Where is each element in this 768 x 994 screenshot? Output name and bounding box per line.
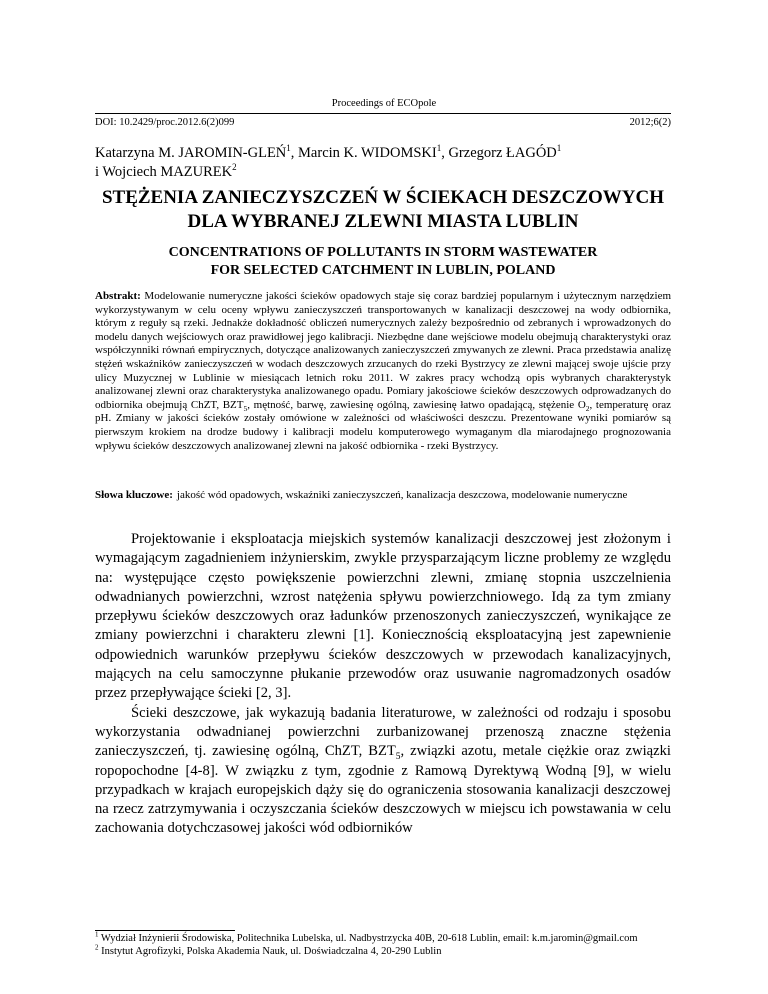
author-name: Marcin K. WIDOMSKI [298,145,437,161]
body-paragraph [95,704,671,839]
author-name: Wojciech MAZUREK [102,164,233,180]
doi-text: DOI: 10.2429/proc.2012.6(2)099 [95,117,235,128]
subscript: 5 [395,752,401,763]
footnote-mark: 2 [95,943,99,952]
author-list: Katarzyna M. JAROMIN-GLEŃ$^1$, Marcin K. WIDOMSKI$^1$, Grzegorz ŁAGÓD$^1$ i Wojciech MAZUREK$^2$ [95,143,562,180]
paragraph-text: , związki azotu, metale ciężkie oraz związki ropopochodne [4-8]. W związku z tym, zgodnie z Ramową Dyrektywą Wodną [9], w wielu przypadkach w krajach europejskich dąży się do ograniczenia stosowania kanalizacji deszczowej na rzecz zatrzymywania i oczyszczania ścieków deszczowych w miejscu ich powstawania w celu zachowania dotychczasowej jakości wód odbiorników [95,743,671,837]
abstract-text: Modelowanie numeryczne jakości ścieków opadowych staje się coraz bardziej popularnym i użytecznym narzędziem wykorzystywanym w celu oceny wpływu zanieczyszczeń transportowanych w kanalizacji deszczowej na wody odbiornika, którym z reguły są rzeki. Jednakże dokładność obliczeń numerycznych zależy bezpośrednio od zebranych i wprowadzonych do modelu danych wejściowych oraz prawidłowej jego kalibracji. Niezbędne dane wejściowe modelu obejmują charakterystyki oraz współczynniki równań empirycznych, dotyczące analizowanych zanieczyszczeń zmywanych ze zlewni. Praca przedstawia analizę stężeń wskaźników zanieczyszczeń w wodach deszczowych zrzucanych do rzeki Bystrzycy ze zlewni mającej swoje ujście przy ulicy Muzycznej w Lublinie w miesiącach letnich roku 2011. W zakres pracy wchodzą opis wybranych charakterystyk analizowanej zlewni oraz charakterystyka analizowanego opadu. Pomiary jakościowe ścieków deszczowych odprowadzanych do odbiornika obejmują ChZT, BZT [95,290,672,411]
body-paragraph: Projektowanie i eksploatacja miejskich systemów kanalizacji deszczowej jest złożonym i wymagającym zagadnieniem inżynierskim, zwykle przysparzającym liczne problemy ze względu na: występujące często powiększenie powierzchni zlewni, zmianę stopnia uszczelnienia odwadnianych powierzchni, wzrost natężenia spływu powierzchniowego. Idą za tym zmiany przepływu ścieków deszczowych oraz ładunków przenoszonych zanieczyszczeń, wynikające ze zmiany powierzchni i charakteru zlewni [1]. Koniecznością eksploatacyjną jest zapewnienie odpowiednich warunków przepływu ścieków deszczowych w przewodach kanalizacyjnych, mających na celu samoczynne płukanie przewodów oraz usuwanie nagromadzonych osadów przez przepływające ścieki [2, 3]. [95,531,671,702]
title-line: FOR SELECTED CATCHMENT IN LUBLIN, POLAND [210,263,556,278]
keywords-label: Słowa kluczowe: [95,489,173,501]
paper-title-english [95,244,671,280]
footnote-divider [95,930,235,931]
footnote [95,930,671,946]
issue-number: 2012;6(2) [629,117,671,128]
keywords-text: jakość wód opadowych, wskaźniki zanieczyszczeń, kanalizacja deszczowa, modelowanie numeryczne [176,489,628,501]
author-name: Grzegorz ŁAGÓD [448,145,557,161]
footnote-mark: 1 [95,930,99,939]
footnotes [95,930,671,958]
author-name: Katarzyna M. JAROMIN-GLEŃ [95,145,287,161]
author-conjunction: i [95,164,100,180]
abstract-text: , mętność, barwę, zawiesinę ogólną, zawiesinę łatwo opadającą, stężenie O [247,398,586,411]
paragraph-text: Ścieki deszczowe, jak wykazują badania literaturowe, w zależności od rodzaju i sposobu wykorzystania odwadnianej powierzchni zurbanizowanej przenoszą znaczne stężenia zanieczyszczeń, tj. zawiesinę ogólną, ChZT, BZT [95,704,671,760]
footnote-text: Instytut Agrofizyki, Polska Akademia Nauk, ul. Doświadczalna 4, 20-290 Lublin [98,945,442,957]
subscript: 2 [585,403,590,413]
title-line: DLA WYBRANEJ ZLEWNI MIASTA LUBLIN [187,211,579,232]
subscript: 5 [243,403,248,413]
footnote [95,943,671,959]
affiliation-mark: 1 [436,143,442,154]
abstract-text: , temperaturę oraz pH. Zmiany w jakości ścieków zostały omówione w zależności od właściwości deszczu. Prezentowane wyniki pomiarów są pierwszym krokiem na drodze budowy i kalibracji modelu komputerowego wymaganym dla miarodajnego prognozowania wpływu ścieków deszczowych analizowanej zlewni na jakość odbiornika - rzeki Bystrzycy. [95,398,672,452]
title-line: CONCENTRATIONS OF POLLUTANTS IN STORM WASTEWATER [168,245,598,260]
affiliation-mark: 1 [556,143,562,154]
keywords [95,489,671,503]
abstract-label: Abstrakt: [95,290,141,302]
abstract [95,290,671,453]
title-line: STĘŻENIA ZANIECZYSZCZEŃ W ŚCIEKACH DESZCZOWYCH [101,187,665,208]
footnote-text: Wydział Inżynierii Środowiska, Politechnika Lubelska, ul. Nadbystrzycka 40B, 20-618 Lublin, email: k.m.jaromin@gmail.com [98,933,638,944]
affiliation-mark: 1 [286,143,291,154]
running-head: Proceedings of ECOpole [331,98,437,109]
body-text [95,530,671,839]
affiliation-mark: 2 [232,162,237,173]
paper-title-polish [95,186,671,234]
doi-row [95,113,671,128]
